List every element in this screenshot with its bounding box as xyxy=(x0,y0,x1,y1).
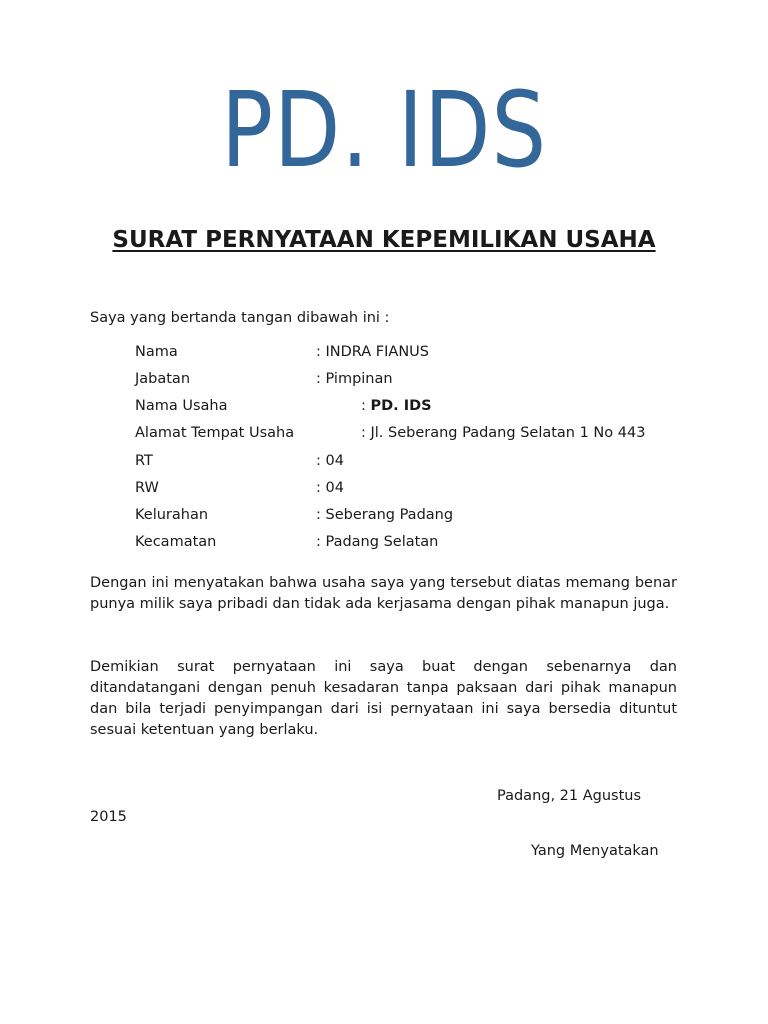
field-value: : Seberang Padang xyxy=(316,507,454,523)
signature-year: 2015 xyxy=(90,809,127,825)
statement-paragraph: Dengan ini menyatakan bahwa usaha saya yang tersebut diatas memang benar punya milik saya pribadi dan tidak ada kerjasama dengan pihak manapun juga. xyxy=(90,575,677,612)
field-value: : 04 xyxy=(316,480,344,496)
signature-signer: Yang Menyatakan xyxy=(531,843,659,859)
field-label: Alamat Tempat Usaha xyxy=(135,425,295,441)
field-value: : INDRA FIANUS xyxy=(316,344,429,360)
field-label: RW xyxy=(135,480,159,496)
field-label: Kecamatan xyxy=(135,534,217,550)
field-label: Jabatan xyxy=(135,371,191,387)
field-value: : Jl. Seberang Padang Selatan 1 No 443 xyxy=(361,425,646,441)
signature-place-date: Padang, 21 Agustus xyxy=(497,788,642,804)
document-title: SURAT PERNYATAAN KEPEMILIKAN USAHA xyxy=(112,227,656,253)
field-label: Nama xyxy=(135,344,178,360)
business-name: PD. IDS xyxy=(370,398,432,414)
closing-paragraph: Demikian surat pernyataan ini saya buat dengan sebenarnya dan ditandatangani dengan penuh kesadaran tanpa paksaan dari pihak manapun dan bila terjadi penyimpangan dari isi pernyataan ini saya bersedia dituntut sesuai ketentuan yang berlaku. xyxy=(90,659,677,738)
field-value: : Padang Selatan xyxy=(316,534,439,550)
field-value: : PD. IDS xyxy=(361,398,432,414)
field-label: Nama Usaha xyxy=(135,398,228,414)
company-logo: PD. IDS xyxy=(221,69,547,191)
field-label: Kelurahan xyxy=(135,507,209,523)
intro-text: Saya yang bertanda tangan dibawah ini : xyxy=(90,310,390,326)
field-value: : 04 xyxy=(316,453,344,469)
field-value: : Pimpinan xyxy=(316,371,393,387)
field-label: RT xyxy=(135,453,153,469)
